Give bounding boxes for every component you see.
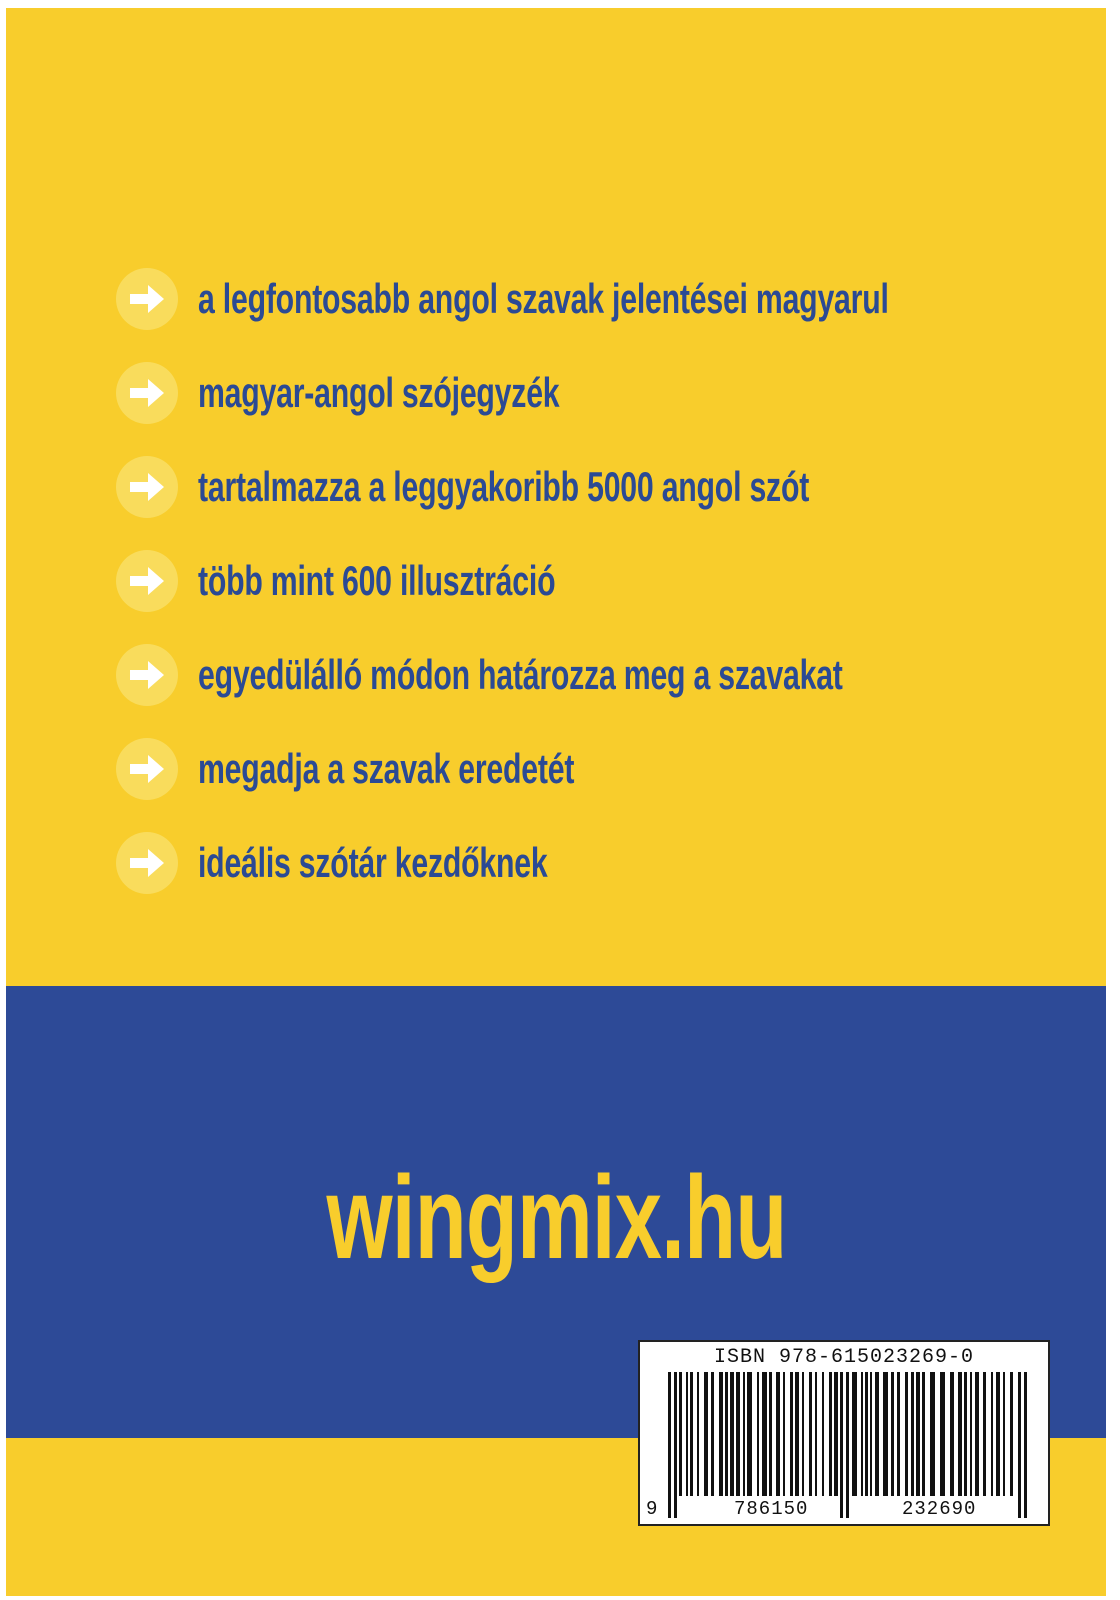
website-url [6,1152,1106,1284]
barcode-right-digits: 232690 [902,1498,977,1520]
feature-item [116,346,1106,440]
barcode-bar [1018,1372,1021,1518]
barcode-bar [769,1372,772,1496]
barcode-bar [747,1372,752,1496]
barcode-bar [725,1372,728,1496]
barcode-bar [790,1372,793,1496]
arrow-right-icon [116,832,178,894]
barcode-bar [783,1372,785,1496]
isbn-barcode [638,1340,1050,1526]
barcode-bar [1003,1372,1005,1496]
arrow-right-icon [116,456,178,518]
feature-item [116,722,1106,816]
barcode-bar [883,1372,888,1496]
barcode-bar [736,1372,740,1496]
barcode-bar [674,1372,677,1518]
barcode-bar [711,1372,714,1496]
barcode-bar [870,1372,872,1496]
isbn-label: ISBN 978-615023269-0 [713,1346,975,1369]
barcode-bar [743,1372,745,1496]
barcode-bar [852,1372,857,1496]
feature-item [116,816,1106,910]
barcode-left-digits: 786150 [734,1498,809,1520]
feature-list [116,252,1106,910]
barcode-bar [897,1372,900,1496]
barcode-bar [958,1372,962,1496]
barcode-bar [865,1372,868,1496]
barcode-bar [1010,1372,1013,1496]
website-text: wingmix.hu [325,1152,787,1284]
barcode-bar [840,1372,843,1518]
barcode-bar [911,1372,914,1496]
barcode-bar [950,1372,954,1496]
barcode-bar [730,1372,734,1496]
barcode-bar [697,1372,699,1496]
barcode-bar [834,1372,838,1496]
barcode-bar [846,1372,849,1518]
feature-text: a legfontosabb angol szavak jelentései magyarul [198,275,889,322]
feature-item [116,628,1106,722]
feature-text: több mint 600 illusztráció [198,557,556,604]
feature-text: tartalmazza a leggyakoribb 5000 angol szót [198,463,810,510]
barcode-bar [719,1372,723,1496]
barcode-bar [875,1372,879,1496]
barcode-bar [1024,1372,1027,1518]
arrow-right-icon [116,738,178,800]
barcode-bar [704,1372,708,1496]
barcode-bar [690,1372,693,1496]
barcode-bar [991,1372,993,1496]
barcode-bar [829,1372,832,1496]
barcode-bar [983,1372,986,1496]
barcode-bar [809,1372,812,1496]
barcode-bar [891,1372,894,1496]
barcode-bar [861,1372,863,1496]
feature-text: magyar-angol szójegyzék [198,369,560,416]
feature-text: ideális szótár kezdőknek [198,839,548,886]
arrow-right-icon [116,644,178,706]
barcode-bar [668,1372,671,1518]
barcode-bars [640,1342,1048,1524]
arrow-right-icon [116,550,178,612]
barcode-bar [686,1372,688,1496]
arrow-right-icon [116,268,178,330]
barcode-bar [964,1372,967,1496]
barcode-bar [815,1372,817,1496]
feature-item [116,534,1106,628]
arrow-right-icon [116,362,178,424]
book-back-cover [6,8,1106,1596]
feature-item [116,440,1106,534]
barcode-bar [975,1372,979,1496]
barcode-bar [795,1372,799,1496]
barcode-bar [916,1372,920,1496]
barcode-bar [930,1372,935,1496]
barcode-bar [679,1372,682,1496]
feature-item [116,252,1106,346]
barcode-bar [762,1372,767,1496]
barcode-bar [905,1372,908,1496]
barcode-bar [996,1372,1000,1496]
barcode-bar [970,1372,972,1496]
barcode-bar [776,1372,780,1496]
barcode-first-digit: 9 [646,1498,659,1520]
feature-text: megadja a szavak eredetét [198,745,575,792]
barcode-bar [802,1372,804,1496]
barcode-bar [922,1372,925,1496]
barcode-bar [822,1372,824,1496]
barcode-bar [940,1372,945,1496]
feature-text: egyedülálló módon határozza meg a szavakat [198,651,843,698]
barcode-bar [757,1372,759,1496]
